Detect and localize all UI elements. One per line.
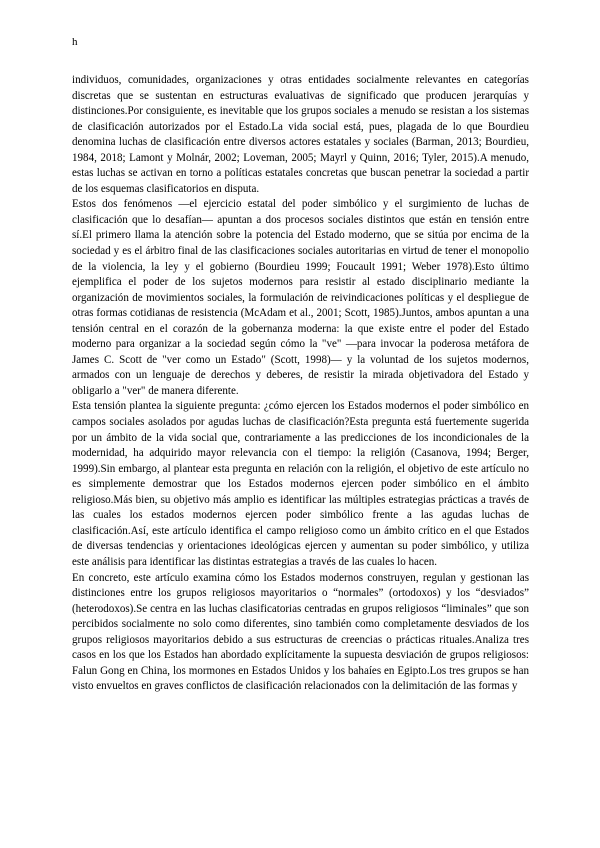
paragraph: individuos, comunidades, organizaciones y otras entidades socialmente relevantes en categorías discretas que se sustentan en estructuras evaluativas de significado que producen jerarquías y distinciones.Por consiguiente, es inevitable que los grupos sociales a menudo se resistan a los sistemas de clasificación autorizados por el Estado.La vida social está, pues, plagada de lo que Bourdieu denomina luchas de clasificación entre diversos actores estatales y sociales (Barman, 2013; Bourdieu, 1984, 2018; Lamont y Molnár, 2002; Loveman, 2005; Mayrl y Quinn, 2016; Tyler, 2015).A menudo, estas luchas se activan en torno a políticas estatales concretas que buscan penetrar la sociedad a partir de los esquemas clasificatorios en disputa. [72, 74, 529, 195]
paragraph: Estos dos fenómenos —el ejercicio estatal del poder simbólico y el surgimiento de luchas de clasificación que lo desafían— apuntan a dos procesos sociales distintos que están en tensión entre sí.El primero llama la atención sobre la potencia del Estado moderno, que se sitúa por encima de la sociedad y es el árbitro final de las clasificaciones sociales autoritarias en virtud de tener el monopolio de la violencia, la ley y el gobierno (Bourdieu 1999; Foucault 1991; Weber 1978).Esto último ejemplifica el poder de los sujetos modernos para resistir al estado disciplinario mediante la organización de movimientos sociales, la formulación de reivindicaciones políticas y el despliegue de otras formas cotidianas de resistencia (McAdam et al., 2001; Scott, 1985).Juntos, ambos apuntan a una tensión central en el corazón de la gobernanza moderna: la que existe entre el poder del Estado moderno para organizar a la sociedad según cómo la "ve" —para invocar la poderosa metáfora de James C. Scott de "ver como un Estado" (Scott, 1998)— y la voluntad de los sujetos modernos, armados con un lenguaje de derechos y deberes, de resistir la mirada objetivadora del Estado y obligarlo a "ver" de manera diferente. [72, 198, 529, 397]
page-header-mark: h [72, 36, 78, 48]
paragraph: Esta tensión plantea la siguiente pregunta: ¿cómo ejercen los Estados modernos el poder simbólico en campos sociales asolados por agudas luchas de clasificación?Esta pregunta está fuertemente sugerida por un ámbito de la vida social que, contrariamente a las predicciones de los incondicionales de la modernidad, ha adquirido mayor relevancia con el tiempo: la religión (Casanova, 1994; Berger, 1999).Sin embargo, al plantear esta pregunta en relación con la religión, el objetivo de este artículo no es simplemente demostrar que los Estados modernos ejercen poder simbólico en el ámbito religioso.Más bien, su objetivo más amplio es identificar las múltiples estrategias prácticas a través de las cuales los estados modernos ejercen poder simbólico frente a las agudas luchas de clasificación.Así, este artículo identifica el campo religioso como un ámbito crítico en el que Estados de diversas tendencias y orientaciones ideológicas ejercen y aumentan su poder simbólico, y utiliza este análisis para identificar las distintas estrategias a través de las cuales lo hacen. [72, 400, 529, 568]
document-body [72, 73, 529, 695]
paragraph: En concreto, este artículo examina cómo los Estados modernos construyen, regulan y gestionan las distinciones entre los grupos religiosos mayoritarios o “normales” (ortodoxos) y los “desviados” (heterodoxos).Se centra en las luchas clasificatorias centradas en grupos religiosos “liminales” que son percibidos socialmente no solo como diferentes, sino también como completamente desviados de los grupos religiosos mayoritarios debido a sus estructuras de creencias o prácticas rituales.Analiza tres casos en los que los Estados han abordado explícitamente la supuesta desviación de grupos religiosos: Falun Gong en China, los mormones en Estados Unidos y los bahaíes en Egipto.Los tres grupos se han visto envueltos en graves conflictos de clasificación relacionados con la delimitación de las formas y [72, 571, 529, 693]
